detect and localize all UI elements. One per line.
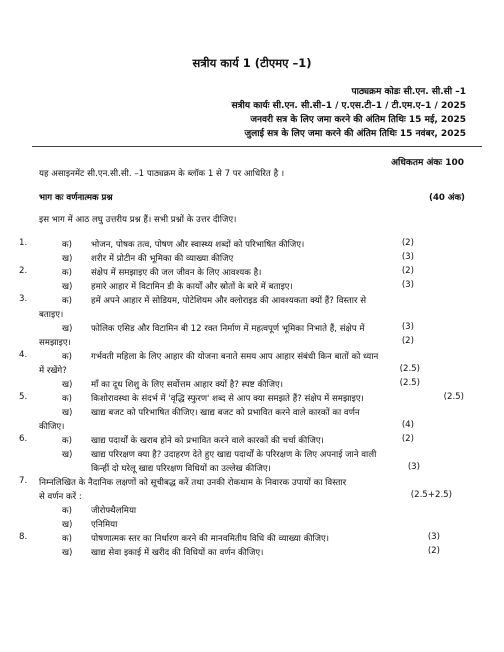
question-4b: माँ का दूध शिशु के लिए सर्वोत्तम आहार क्यों है? स्पष्ट कीजिए। <box>91 380 283 390</box>
subpart-label: क) <box>62 534 72 544</box>
question-8a-marks: (3) <box>427 532 440 542</box>
question-8b: खाद्य सेवा इकाई में खरीद की विधियों का वर्णन कीजिए। <box>91 548 264 558</box>
subpart-label: ख) <box>62 324 73 334</box>
subpart-label: ख) <box>62 520 73 530</box>
subpart-label: ख) <box>62 548 73 558</box>
question-1b-marks: (3) <box>401 252 414 262</box>
question-3a-continued: बताइए। <box>39 310 64 320</box>
question-5a-marks: (2.5) <box>443 392 464 402</box>
question-1a-marks: (2) <box>401 238 414 248</box>
question-number-5: 5. <box>19 392 28 402</box>
subpart-label: ख) <box>62 408 73 418</box>
question-number-8: 8. <box>19 532 28 542</box>
intro-text: यह असाइनमेंट सी.एन.सी.सी. –1 पाठ्यक्रम के ब्लॉक 1 से 7 पर आधिरित है । <box>39 169 285 179</box>
question-6a-marks: (2) <box>401 434 414 444</box>
question-7-marks: (2.5+2.5) <box>410 490 452 500</box>
question-7a: जीरोफ्थैलमिया <box>91 506 137 516</box>
question-2a: संक्षेप में समझाइए की जल जीवन के लिए आवश्यक है। <box>91 268 262 278</box>
question-4b-marks: (2.5) <box>399 378 420 388</box>
course-code: पाठ्यक्रम कोडः सी.एन. सी.सी –1 <box>351 87 466 97</box>
question-3a: हमें अपने आहार में सोडियम, पोटेशियम और क्लोराइड की आवश्यकता क्यों हैं? विस्तार से <box>91 296 367 306</box>
question-2b: हमारे आहार में विटामिन डी के कार्यों और स्रोतों के बारे में बताइए। <box>91 282 293 292</box>
question-8a: पोषणात्मक स्तर का निर्धारण करने की मानवमितीय विधि की व्याख्या कीजिए। <box>91 534 330 544</box>
divider <box>32 146 482 147</box>
subpart-label: ख) <box>62 380 73 390</box>
question-number-1: 1. <box>19 238 28 248</box>
question-5b-continued: कीजिए। <box>39 422 65 432</box>
subpart-label: क) <box>62 352 72 362</box>
question-4a-continued: में रखेंगे? <box>39 366 67 376</box>
question-4a: गर्भवती महिला के लिए आहार की योजना बनाते समय आप आहार संबंधी किन बातों को ध्यान <box>91 352 379 362</box>
question-number-4: 4. <box>19 350 28 360</box>
subpart-label: ख) <box>62 450 73 460</box>
subpart-label: ख) <box>62 254 73 264</box>
section-title: भाग कः वर्णनात्मक प्रश्न <box>39 193 113 203</box>
question-6b-continued: किन्हीं दो घरेलू खाद्य परिरक्षण विधियों का उल्लेख कीजिए। <box>91 464 271 474</box>
question-1b: शरीर में प्रोटीन की भूमिका की व्याख्या कीजिए <box>91 254 234 264</box>
question-8b-marks: (2) <box>427 546 440 556</box>
question-number-2: 2. <box>19 266 28 276</box>
question-3b-marks: (2) <box>401 336 414 346</box>
question-6b-marks: (3) <box>407 462 420 472</box>
question-1a: भोजन, पोषक तत्व, पोषण और स्वास्थ्य शब्दों को परिभाषित कीजिए। <box>91 240 305 250</box>
question-6b: खाद्य परिरक्षण क्या है? उदाहरण देते हुए खाद्य पदार्थों के परिरक्षण के लिए अपनाई जाने वाली <box>91 450 377 460</box>
question-4a-marks: (2.5) <box>399 364 420 374</box>
subpart-label: क) <box>62 506 72 516</box>
subpart-label: क) <box>62 240 72 250</box>
subpart-label: ख) <box>62 282 73 292</box>
question-5b: खाद्य बजट को परिभाषित कीजिए। खाद्य बजट को प्रभावित करने वाले कारकों का वर्णन <box>91 408 360 418</box>
page-title: सत्रीय कार्य 1 (टीएमए –1) <box>192 56 312 70</box>
section-marks: (40 अंक) <box>429 193 465 203</box>
question-5a: किशोरावस्था के संदर्भ में 'वृद्धि स्फुरण' शब्द से आप क्या समझते हैं? संक्षेप में समझाइए। <box>91 394 364 404</box>
question-7b: एनिमिया <box>91 520 118 530</box>
subpart-label: क) <box>62 268 72 278</box>
question-number-3: 3. <box>19 294 28 304</box>
question-3b-continued: समझाइए। <box>39 338 71 348</box>
question-2b-marks: (3) <box>401 280 414 290</box>
july-deadline: जुलाई सत्र के लिए जमा करने की अंतिम तिथिः 15 नवंबर, 2025 <box>244 129 466 139</box>
question-number-6: 6. <box>19 434 28 444</box>
question-7: निम्नलिखित के नैदानिक लक्षणों को सूचीबद्ध करें तथा उनकी रोकथाम के निवारक उपायों का विस्तार <box>39 478 347 488</box>
max-marks: अधिकतम अंकः 100 <box>391 158 464 168</box>
question-number-7: 7. <box>19 476 28 486</box>
january-deadline: जनवरी सत्र के लिए जमा करने की अंतिम तिथिः 15 मई, 2025 <box>250 115 466 125</box>
section-instruction: इस भाग में आठ लघु उत्तरीय प्रश्न हैं। सभी प्रश्नों के उत्तर दीजिए। <box>39 215 237 225</box>
assignment-code: सत्रीय कार्यः सी.एन. सी.सी–1 / ए.एस.टी–1 / टी.एम.ए–1 / 2025 <box>231 101 466 111</box>
question-3b: फोलिक एसिड और विटामिन बी 12 रक्त निर्माण में महत्वपूर्ण भूमिका निभाते हैं, संक्षेप में <box>91 324 365 334</box>
question-3a-marks: (3) <box>401 322 414 332</box>
subpart-label: क) <box>62 296 72 306</box>
subpart-label: क) <box>62 436 72 446</box>
question-7-continued: से वर्णन करें : <box>39 492 82 502</box>
question-6a: खाद्य पदार्थों के खराब होने को प्रभावित करने वाले कारकों की चर्चा कीजिए। <box>91 436 324 446</box>
subpart-label: क) <box>62 394 72 404</box>
question-2a-marks: (2) <box>401 266 414 276</box>
question-5b-marks: (4) <box>401 420 414 430</box>
